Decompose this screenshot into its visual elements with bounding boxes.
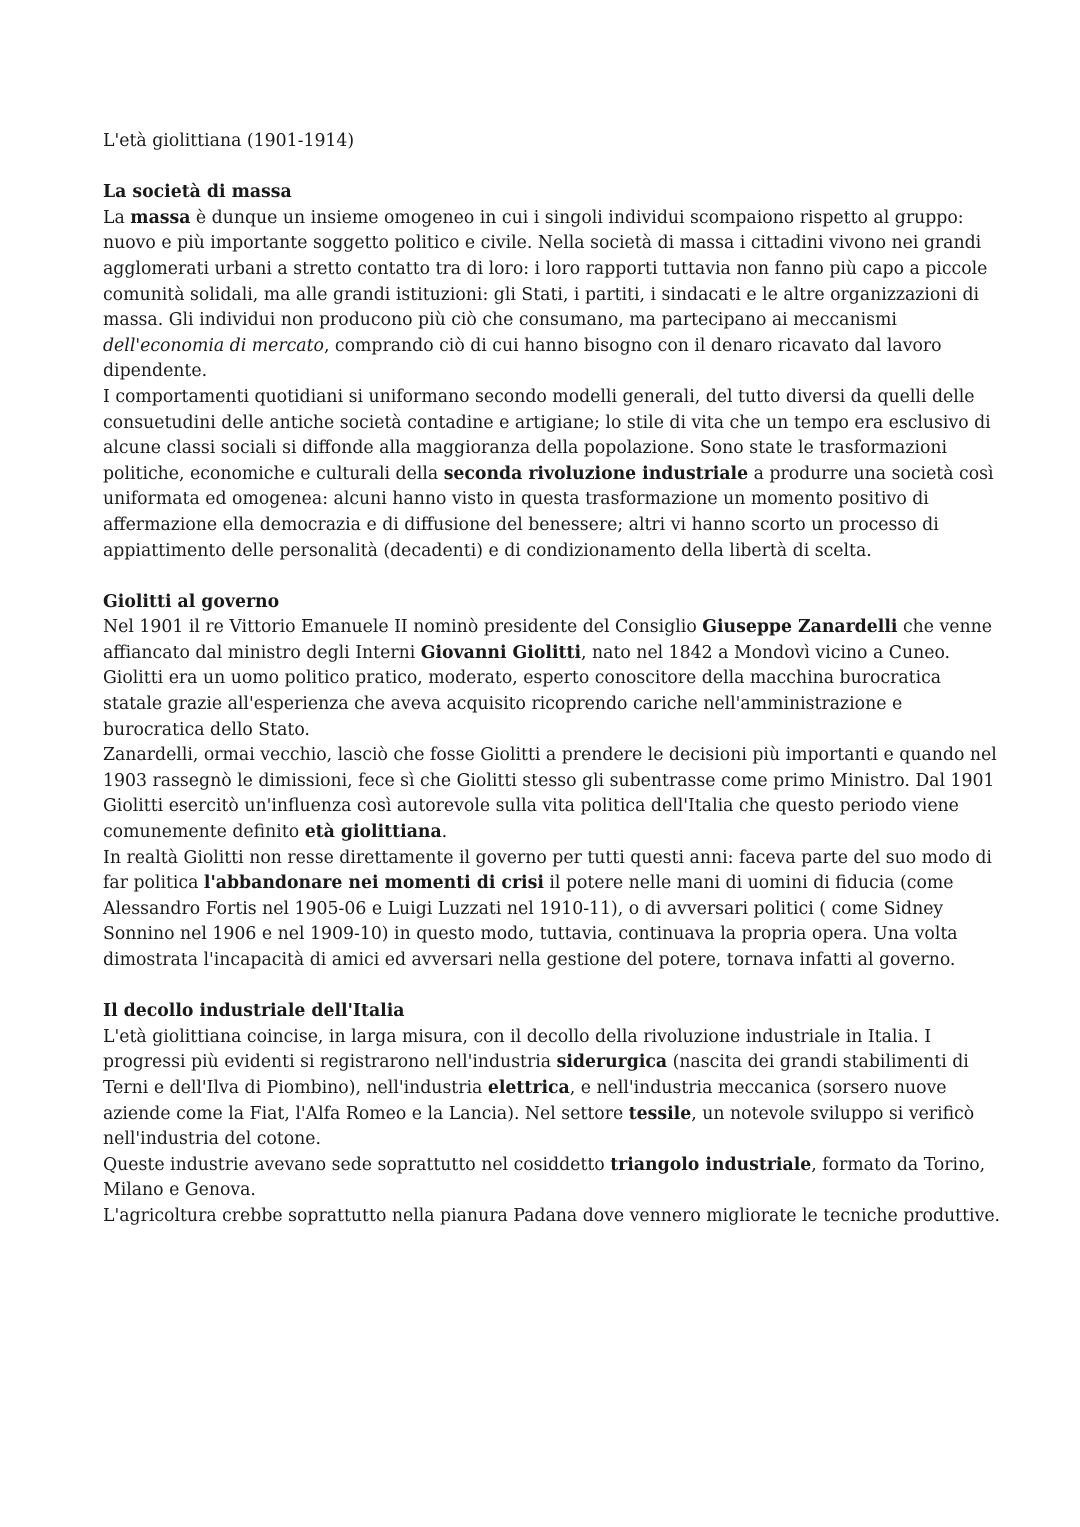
bold-term: l'abbandonare nei momenti di crisi xyxy=(203,873,544,894)
text-run: I comportamenti quotidiani si uniformano secondo modelli generali, del tutto diversi da quelli delle consuetudini delle antiche società contadine e artigiane; lo stile di vita che un tempo era esclusivo di alcune classi sociali si diffonde alla maggioranza della popolazione. Sono state le trasformazioni politiche, economiche e culturali della xyxy=(103,386,991,484)
text-run: il potere nelle mani di uomini di fiducia (come Alessandro Fortis nel 1905-06 e Luigi Luzzati nel 1910-11), o di avversari politici ( come Sidney Sonnino nel 1906 e nel 1909-10) in questo modo, tuttavia, continuava la propria opera. Una volta dimostrata l'incapacità di amici ed avversari nella gestione del potere, tornava infatti al governo. xyxy=(103,873,958,970)
text-run: La xyxy=(103,207,131,228)
sections-container xyxy=(103,180,1003,1229)
bold-term: massa xyxy=(130,207,191,228)
italic-term: dell'economia di mercato xyxy=(103,335,324,356)
paragraph xyxy=(103,385,1003,564)
paragraph xyxy=(103,206,1003,385)
section xyxy=(103,590,1003,974)
bold-term: triangolo industriale xyxy=(610,1154,812,1175)
text-run: L'agricoltura crebbe soprattutto nella pianura Padana dove vennero migliorate le tecniche produttive. xyxy=(103,1205,1001,1226)
text-run: , formato da Torino, Milano e Genova. xyxy=(103,1154,986,1201)
text-run: , comprando ciò di cui hanno bisogno con il denaro ricavato dal lavoro dipendente. xyxy=(103,335,942,382)
paragraph xyxy=(103,743,1003,845)
bold-term: elettrica xyxy=(487,1077,570,1098)
bold-term: seconda rivoluzione industriale xyxy=(443,463,749,484)
text-run: . xyxy=(441,822,448,843)
bold-term: siderurgica xyxy=(556,1052,668,1073)
document-body xyxy=(103,129,1003,1255)
section xyxy=(103,999,1003,1229)
section-heading: Giolitti al governo xyxy=(103,591,280,612)
text-run: L'età giolittiana coincise, in larga misura, con il decollo della rivoluzione industriale in Italia. I progressi più evidenti si registrarono nell'industria xyxy=(103,1026,932,1073)
bold-term: tessile xyxy=(628,1103,692,1124)
document-title: L'età giolittiana (1901-1914) xyxy=(103,131,355,151)
paragraph xyxy=(103,846,1003,974)
section-heading: Il decollo industriale dell'Italia xyxy=(103,1001,405,1022)
bold-term: Giuseppe Zanardelli xyxy=(702,617,898,638)
paragraph xyxy=(103,1025,1003,1153)
paragraph xyxy=(103,666,1003,743)
paragraph xyxy=(103,1153,1003,1204)
bold-term: età giolittiana xyxy=(304,822,442,843)
text-run: che venne affiancato dal ministro degli Interni xyxy=(103,617,992,663)
section xyxy=(103,180,1003,564)
text-run: è dunque un insieme omogeneo in cui i singoli individui scompaiono rispetto al gruppo: nuovo e più importante soggetto politico e civile. Nella società di massa i cittadini vivono nei grandi agglomerati urbani a stretto contatto tra di loro: i loro rapporti tuttavia non fanno più capo a piccole comunità solidali, ma alle grandi istituzioni: gli Stati, i partiti, i sindacati e le altre organizzazioni di massa. Gli individui non producono più ciò che consumano, ma partecipano ai meccanismi xyxy=(103,207,988,331)
text-run: Zanardelli, ormai vecchio, lasciò che fosse Giolitti a prendere le decisioni più importanti e quando nel 1903 rassegnò le dimissioni, fece sì che Giolitti stesso gli subentrasse come primo Ministro. Dal 1901 Giolitti esercitò un'influenza così autorevole sulla vita politica dell'Italia che questo periodo viene comunemente definito xyxy=(103,745,997,843)
section-heading: La società di massa xyxy=(103,182,292,203)
text-run: In realtà Giolitti non resse direttamente il governo per tutti questi anni: faceva parte del suo modo di far politica xyxy=(103,847,992,894)
text-run: Queste industrie avevano sede soprattutto nel cosiddetto xyxy=(103,1154,611,1175)
paragraph xyxy=(103,1204,1003,1230)
text-run: (nascita dei grandi stabilimenti di Terni e dell'Ilva di Piombino), nell'industria xyxy=(103,1052,969,1098)
text-run: , nato nel 1842 a Mondovì vicino a Cuneo. xyxy=(581,642,951,663)
text-run: , un notevole sviluppo si verificò nell'industria del cotone. xyxy=(103,1103,975,1150)
text-run: Giolitti era un uomo politico pratico, moderato, esperto conoscitore della macchina burocratica statale grazie all'esperienza che aveva acquisito ricoprendo cariche nell'amministrazione e burocratica dello Stato. xyxy=(103,668,942,740)
text-run: Nel 1901 il re Vittorio Emanuele II nominò presidente del Consiglio xyxy=(103,617,703,638)
bold-term: Giovanni Giolitti xyxy=(420,642,582,663)
text-run: , e nell'industria meccanica (sorsero nuove aziende come la Fiat, l'Alfa Romeo e la Lancia). Nel settore xyxy=(103,1077,947,1124)
text-run: a produrre una società così uniformata ed omogenea: alcuni hanno visto in questa trasformazione un momento positivo di affermazione ella democrazia e di diffusione del benessere; altri vi hanno scorto un processo di appiattimento delle personalità (decadenti) e di condizionamento della libertà di scelta. xyxy=(103,463,994,561)
paragraph xyxy=(103,615,1003,666)
